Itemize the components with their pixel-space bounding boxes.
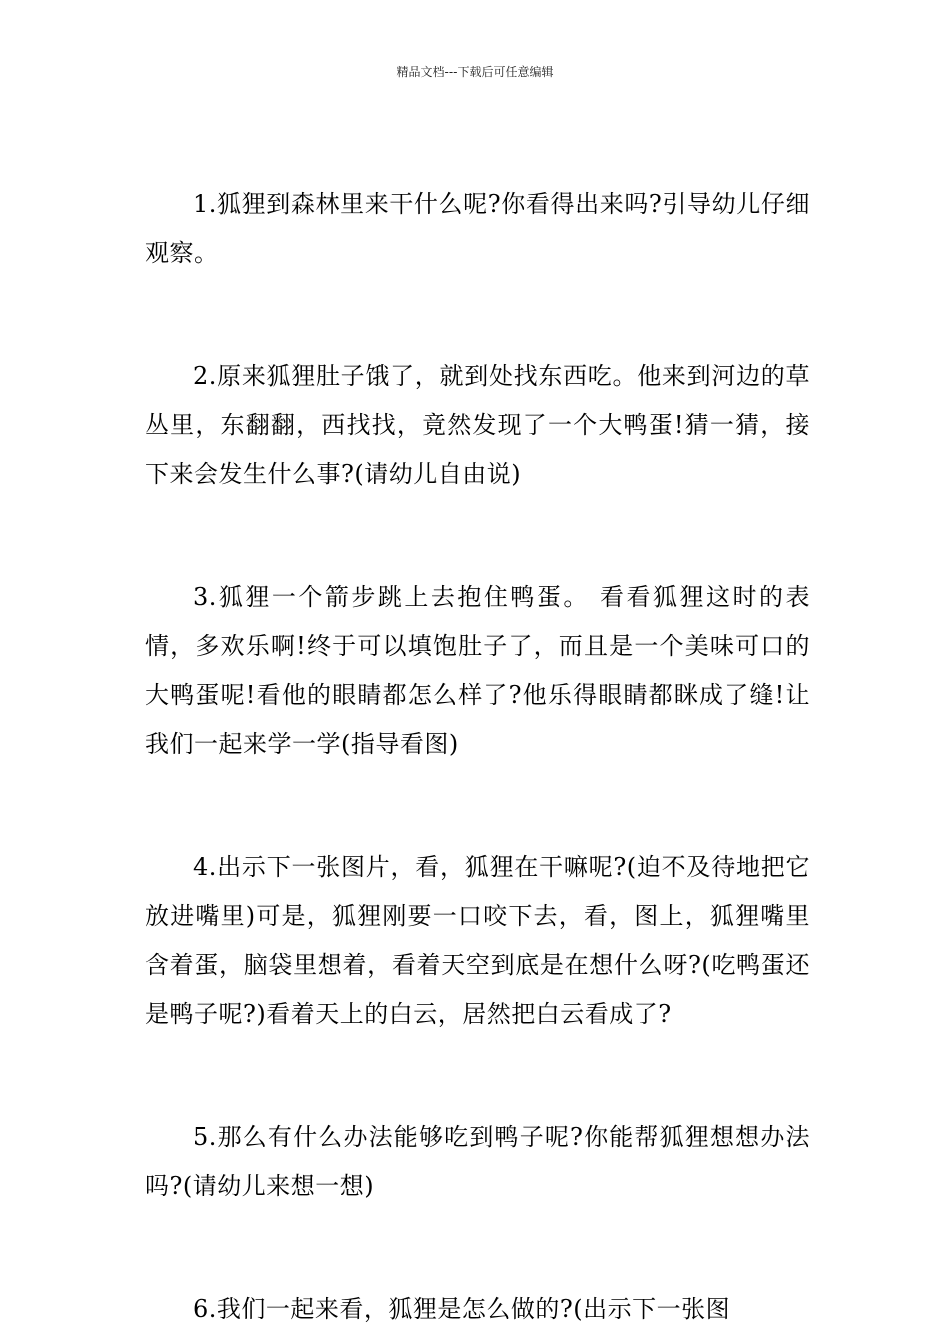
document-body — [145, 180, 810, 1334]
paragraph-4: 4.出示下一张图片，看，狐狸在干嘛呢?(迫不及待地把它放进嘴里)可是，狐狸刚要一口咬下去，看，图上，狐狸嘴里含着蛋，脑袋里想着，看着天空到底是在想什么呀?(吃鸭蛋还是鸭子呢?)看着天上的白云，居然把白云看成了? — [145, 853, 810, 1028]
paragraph-1: 1.狐狸到森林里来干什么呢?你看得出来吗?引导幼儿仔细观察。 — [145, 190, 810, 267]
paragraph-5: 5.那么有什么办法能够吃到鸭子呢?你能帮狐狸想想办法吗?(请幼儿来想一想) — [145, 1123, 810, 1200]
paragraph-3: 3.狐狸一个箭步跳上去抱住鸭蛋。 看看狐狸这时的表情，多欢乐啊!终于可以填饱肚子了，而且是一个美味可口的大鸭蛋呢!看他的眼睛都怎么样了?他乐得眼睛都眯成了缝!让我们一起来学一学(指导看图) — [145, 583, 810, 758]
page-header: 精品文档---下载后可任意编辑 — [396, 65, 554, 79]
paragraph-6: 6.我们一起来看，狐狸是怎么做的?(出示下一张图 — [193, 1295, 731, 1323]
paragraph-2: 2.原来狐狸肚子饿了，就到处找东西吃。他来到河边的草丛里，东翻翻，西找找，竟然发现了一个大鸭蛋!猜一猜，接下来会发生什么事?(请幼儿自由说) — [145, 362, 810, 488]
